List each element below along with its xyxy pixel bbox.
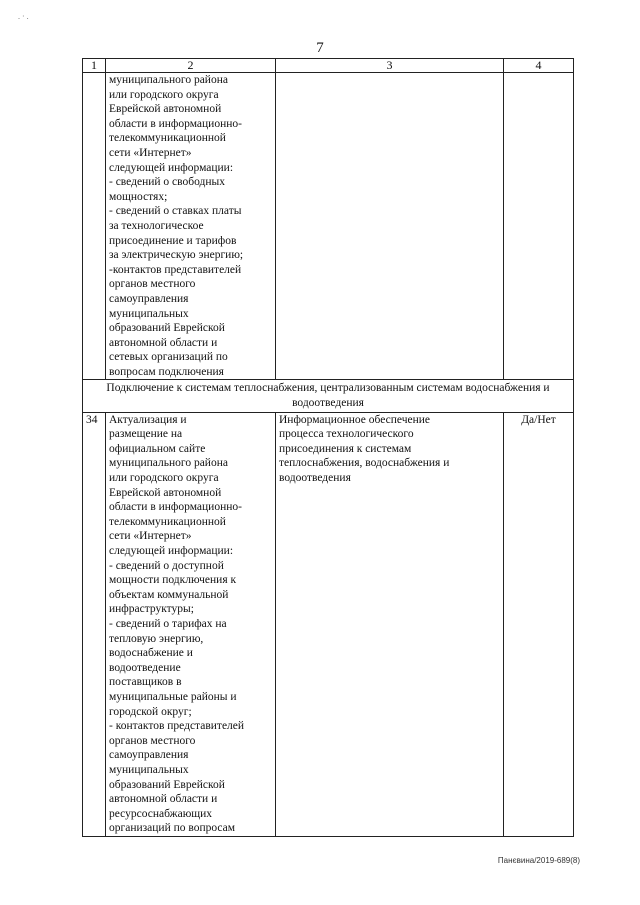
table-row-continuation bbox=[83, 73, 574, 380]
section-heading-row bbox=[83, 380, 574, 412]
indicator-cell bbox=[504, 73, 574, 380]
scan-speck: . · . bbox=[18, 12, 29, 21]
result-cell: Информационное обеспечение процесса технологического присоединения к системам теплоснабжения, водоснабжения и водоотведения bbox=[276, 412, 504, 836]
measure-description-cell: муниципального района или городского округа Еврейской автономной области в информационно- телекоммуникационной сети «Интернет» следующей информации: - сведений о свободных мощностях; - сведений о ставках платы за технологическое присоединение и тарифов за электрическую энергию; -контактов представителей органов местного самоуправления муниципальных образований Еврейской автономной области и сетевых организаций по вопросам подключения bbox=[106, 73, 276, 380]
document-footer-code: Панєвина/2019-689(8) bbox=[497, 856, 580, 865]
column-number-2: 2 bbox=[106, 59, 276, 73]
column-number-row bbox=[83, 59, 574, 73]
indicator-cell: Да/Нет bbox=[504, 412, 574, 836]
column-number-1: 1 bbox=[83, 59, 106, 73]
measures-table bbox=[82, 58, 574, 837]
measure-description-cell: Актуализация и размещение на официальном сайте муниципального района или городского округа Еврейской автономной области в информационно- телекоммуникационной сети «Интернет» следующей информации: - сведений о доступной мощности подключения к объектам коммунальной инфраструктуры; - сведений о тарифах на тепловую энергию, водоснабжение и водоотведение поставщиков в муниципальные районы и городской округ; - контактов представителей органов местного самоуправления муниципальных образований Еврейской автономной области и ресурсоснабжающих организаций по вопросам bbox=[106, 412, 276, 836]
column-number-3: 3 bbox=[276, 59, 504, 73]
page-number: 7 bbox=[316, 40, 324, 56]
table-row-34 bbox=[83, 412, 574, 836]
row-number-cell bbox=[83, 73, 106, 380]
section-heading: Подключение к системам теплоснабжения, централизованным системам водоснабжения и водоотведения bbox=[83, 380, 574, 412]
result-cell bbox=[276, 73, 504, 380]
column-number-4: 4 bbox=[504, 59, 574, 73]
row-number-cell: 34 bbox=[83, 412, 106, 836]
